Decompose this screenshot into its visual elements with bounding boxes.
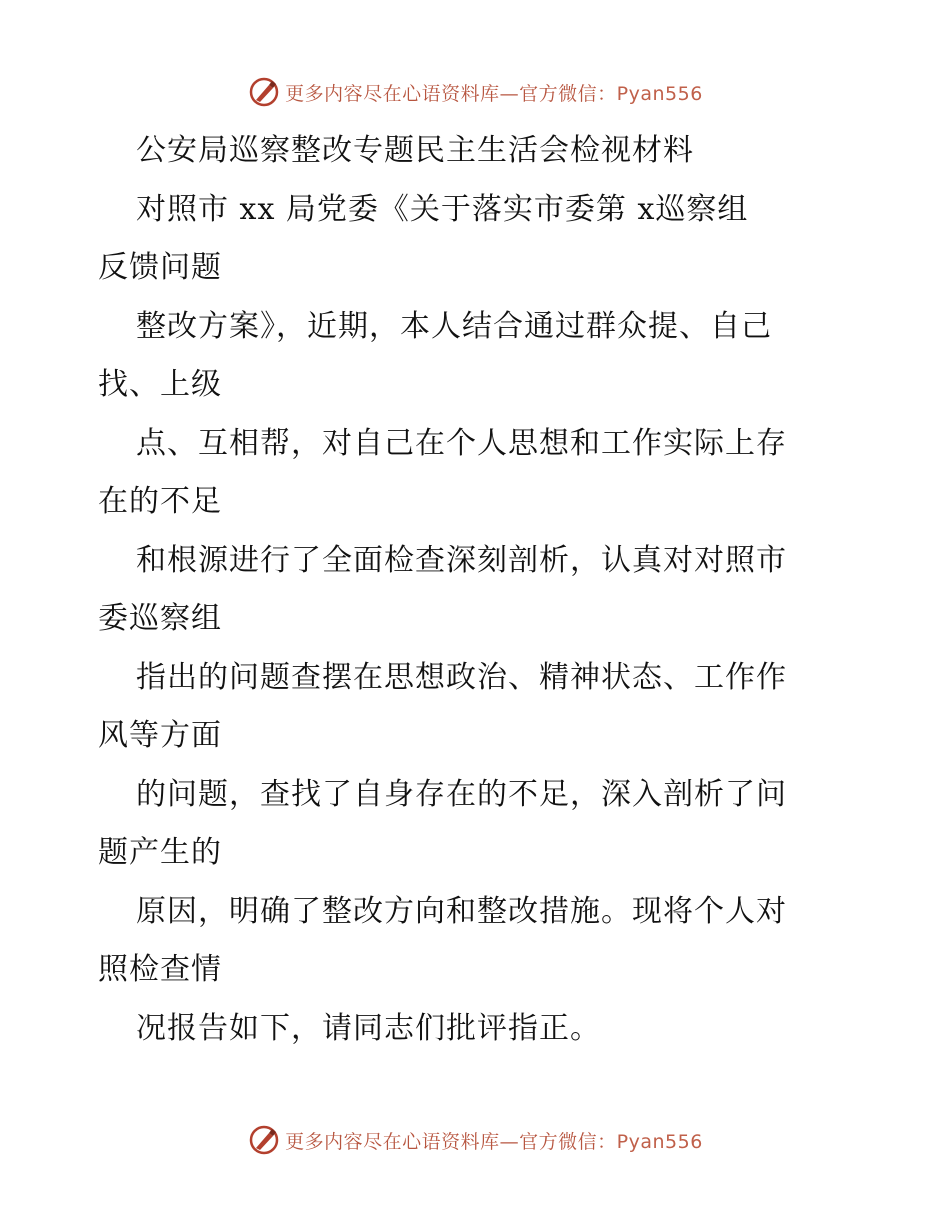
banner-text: 更多内容尽在心语资料库—官方微信：Pyan556 bbox=[285, 82, 703, 105]
paragraph-line: 原因，明确了整改方向和整改措施。现将个人对 bbox=[136, 893, 787, 929]
paragraph-line: 整改方案》，近期，本人结合通过群众提、自己 bbox=[136, 308, 772, 344]
document-body bbox=[98, 122, 858, 1058]
paragraph-line: 反馈问题 bbox=[98, 250, 222, 285]
paragraph-line: 况报告如下，请同志们批评指正。 bbox=[136, 1010, 601, 1046]
paragraph-line: 委巡察组 bbox=[98, 601, 222, 636]
banner-text: 更多内容尽在心语资料库—官方微信：Pyan556 bbox=[285, 1130, 703, 1153]
paragraph-line: 对照市 xx 局党委《关于落实市委第 x巡察组 bbox=[136, 191, 749, 227]
document-title: 公安局巡察整改专题民主生活会检视材料 bbox=[136, 133, 694, 168]
paragraph-line: 风等方面 bbox=[98, 718, 222, 753]
pen-logo-icon bbox=[247, 75, 281, 109]
paragraph-line: 题产生的 bbox=[98, 835, 222, 870]
header-banner bbox=[0, 72, 950, 112]
paragraph-line: 点、互相帮，对自己在个人思想和工作实际上存 bbox=[136, 425, 787, 461]
footer-banner bbox=[0, 1120, 950, 1160]
pen-logo-icon bbox=[247, 1123, 281, 1157]
paragraph-line: 和根源进行了全面检查深刻剖析，认真对对照市 bbox=[136, 542, 787, 578]
paragraph-line: 找、上级 bbox=[98, 367, 222, 402]
paragraph-line: 照检查情 bbox=[98, 952, 222, 987]
paragraph-line: 在的不足 bbox=[98, 484, 222, 519]
paragraph-line: 的问题，查找了自身存在的不足，深入剖析了问 bbox=[136, 776, 787, 812]
paragraph-line: 指出的问题查摆在思想政治、精神状态、工作作 bbox=[136, 659, 787, 695]
